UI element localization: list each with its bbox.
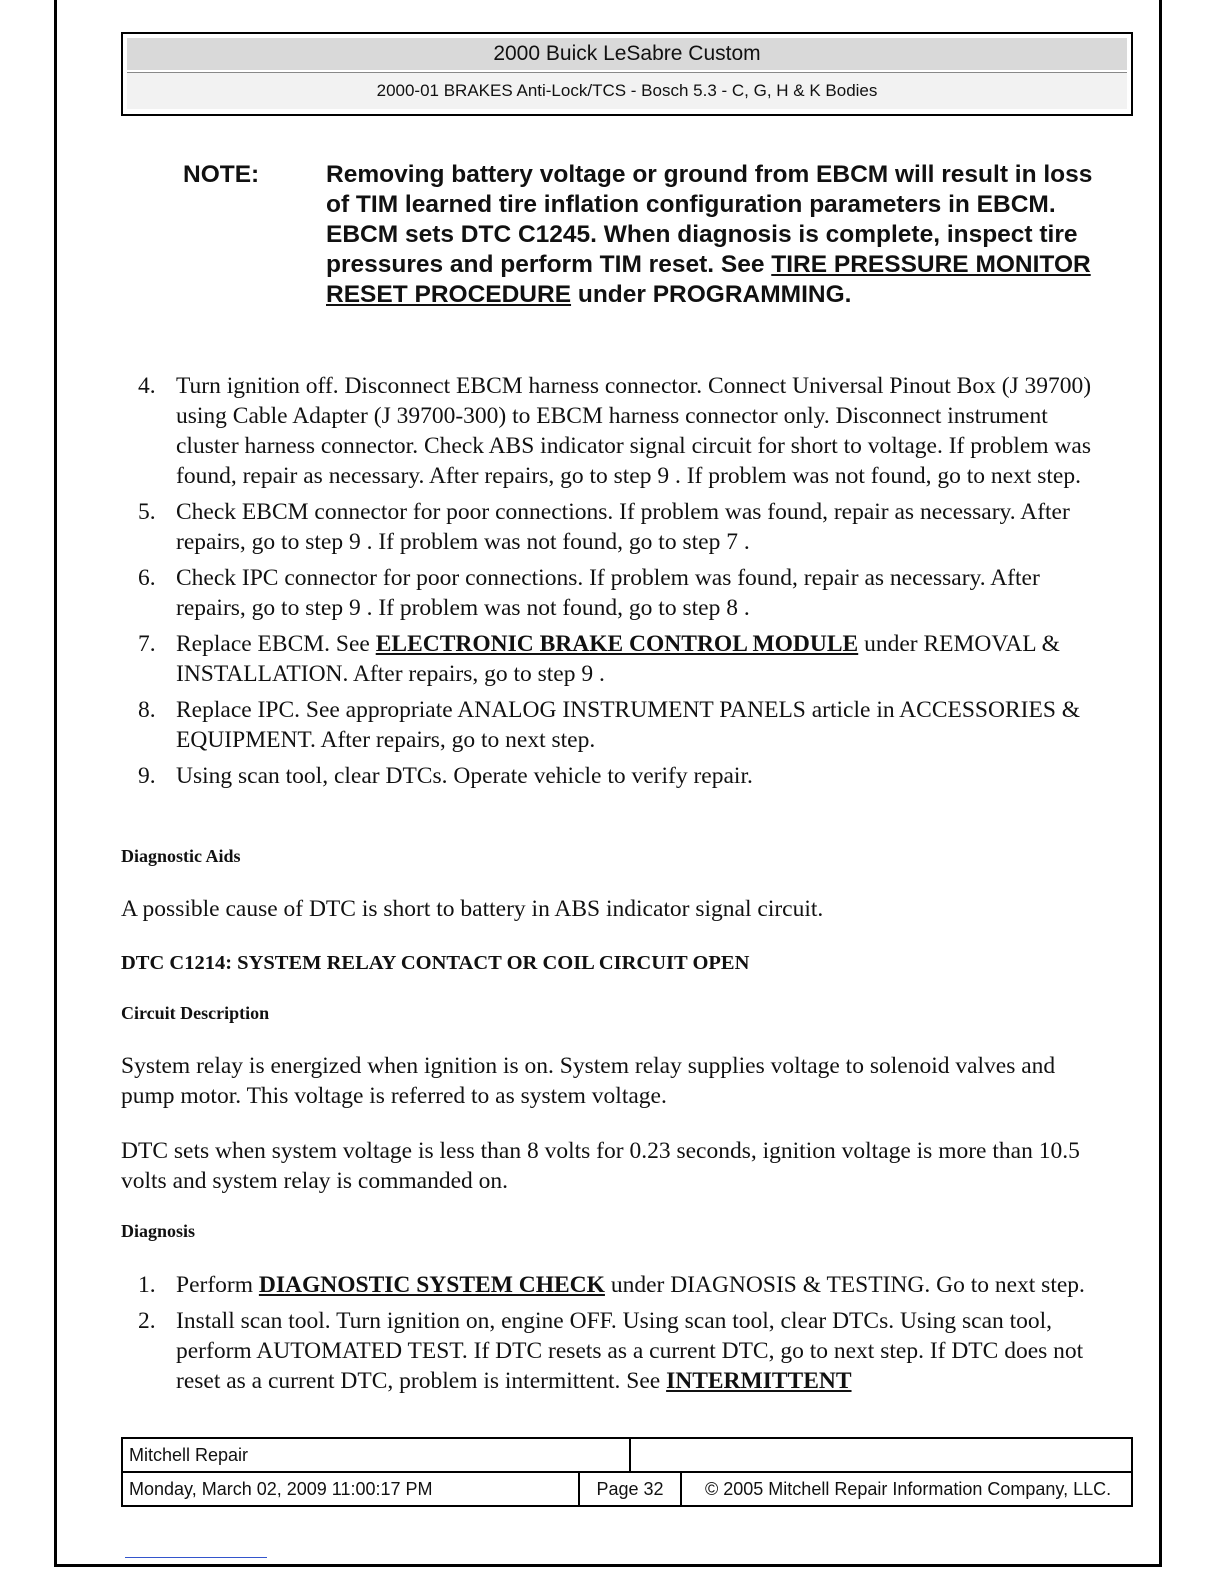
diagnosis-heading: Diagnosis [121, 1221, 196, 1241]
dtc-heading: DTC C1214: SYSTEM RELAY CONTACT OR COIL CIRCUIT OPEN [121, 952, 750, 974]
note-text [326, 160, 1106, 310]
list-item [120, 1306, 1100, 1396]
article-title: 2000-01 BRAKES Anti-Lock/TCS - Bosch 5.3 - C, G, H & K Bodies [127, 72, 1127, 109]
circuit-description-para: DTC sets when system voltage is less than 8 volts for 0.23 seconds, ignition voltage is more than 10.5 volts and system relay is commanded on. [121, 1138, 1080, 1194]
list-item [120, 629, 1100, 689]
step-text: Replace IPC. See appropriate ANALOG INSTRUMENT PANELS article in ACCESSORIES & EQUIPMENT. After repairs, go to next step. [176, 697, 1081, 753]
list-item [120, 761, 1100, 791]
note-label: NOTE: [183, 161, 260, 188]
diagnostic-system-check-link[interactable]: DIAGNOSTIC SYSTEM CHECK [258, 1272, 605, 1298]
step-number: 5. [138, 499, 156, 525]
list-item [120, 1270, 1100, 1300]
footer-divider [629, 1439, 631, 1471]
step-number: 1. [138, 1272, 156, 1298]
step-text: Install scan tool. Turn ignition on, engine OFF. Using scan tool, clear DTCs. Using scan tool, perform AUTOMATED TEST. If DTC resets as a current DTC, go to next step. If DTC does not reset as a current DTC, problem is intermittent. See [176, 1308, 1084, 1394]
note-text-part: under PROGRAMMING. [571, 281, 852, 308]
bottom-rule [125, 1557, 267, 1558]
step-number: 8. [138, 697, 156, 723]
footer-copyright: © 2005 Mitchell Repair Information Company, LLC. [705, 1479, 1112, 1499]
step-text: Check EBCM connector for poor connections. If problem was found, repair as necessary. After repairs, go to step 9 . If problem was not found, go to step 7 . [176, 499, 1070, 555]
vehicle-title: 2000 Buick LeSabre Custom [127, 38, 1127, 70]
circuit-description-para: System relay is energized when ignition is on. System relay supplies voltage to solenoid valves and pump motor. This voltage is referred to as system voltage. [121, 1053, 1056, 1109]
note-text-part: Removing battery voltage or ground from EBCM will result in loss of TIM learned tire inflation configuration parameters in EBCM. EBCM sets DTC C1245. When diagnosis is complete, inspect tire pressures and perform TIM reset. See [326, 161, 1093, 278]
footer-row [123, 1439, 1131, 1473]
diagnostic-aids-text: A possible cause of DTC is short to battery in ABS indicator signal circuit. [121, 896, 824, 922]
step-text: under DIAGNOSIS & TESTING. Go to next step. [604, 1272, 1085, 1298]
intermittent-link[interactable]: INTERMITTENT [666, 1368, 852, 1394]
footer-date: Monday, March 02, 2009 11:00:17 PM [129, 1479, 433, 1499]
circuit-description-heading: Circuit Description [121, 1003, 270, 1023]
step-number: 2. [138, 1308, 156, 1334]
list-item [120, 497, 1100, 557]
step-text: Using scan tool, clear DTCs. Operate vehicle to verify repair. [176, 763, 753, 789]
diagnostic-aids-heading: Diagnostic Aids [121, 846, 241, 866]
list-item [120, 563, 1100, 623]
step-number: 4. [138, 373, 156, 399]
steps-list-a [120, 371, 1100, 797]
step-number: 9. [138, 763, 156, 789]
ebcm-link[interactable]: ELECTRONIC BRAKE CONTROL MODULE [375, 631, 859, 657]
list-item [120, 371, 1100, 491]
steps-list-b [120, 1270, 1100, 1402]
list-item [120, 695, 1100, 755]
tire-pressure-reset-link[interactable]: TIRE PRESSURE MONITOR RESET PROCEDURE [326, 251, 1091, 308]
document-header [121, 32, 1133, 116]
step-text: under REMOVAL & INSTALLATION. After repairs, go to step 9 . [176, 631, 1060, 687]
step-number: 6. [138, 565, 156, 591]
step-text: Turn ignition off. Disconnect EBCM harness connector. Connect Universal Pinout Box (J 39700) using Cable Adapter (J 39700-300) to EBCM harness connector only. Disconnect instrument cluster harness connector. Check ABS indicator signal circuit for short to voltage. If problem was found, repair as necessary. After repairs, go to step 9 . If problem was not found, go to next step. [176, 373, 1092, 489]
footer-page-number: Page 32 [578, 1473, 682, 1505]
step-text: Perform [176, 1272, 259, 1298]
footer-row [123, 1473, 1131, 1505]
step-text: Replace EBCM. See [176, 631, 376, 657]
footer-company: Mitchell Repair [129, 1445, 249, 1465]
step-number: 7. [138, 631, 156, 657]
page-footer [121, 1437, 1133, 1507]
step-text: Check IPC connector for poor connections. If problem was found, repair as necessary. After repairs, go to step 9 . If problem was not found, go to step 8 . [176, 565, 1040, 621]
